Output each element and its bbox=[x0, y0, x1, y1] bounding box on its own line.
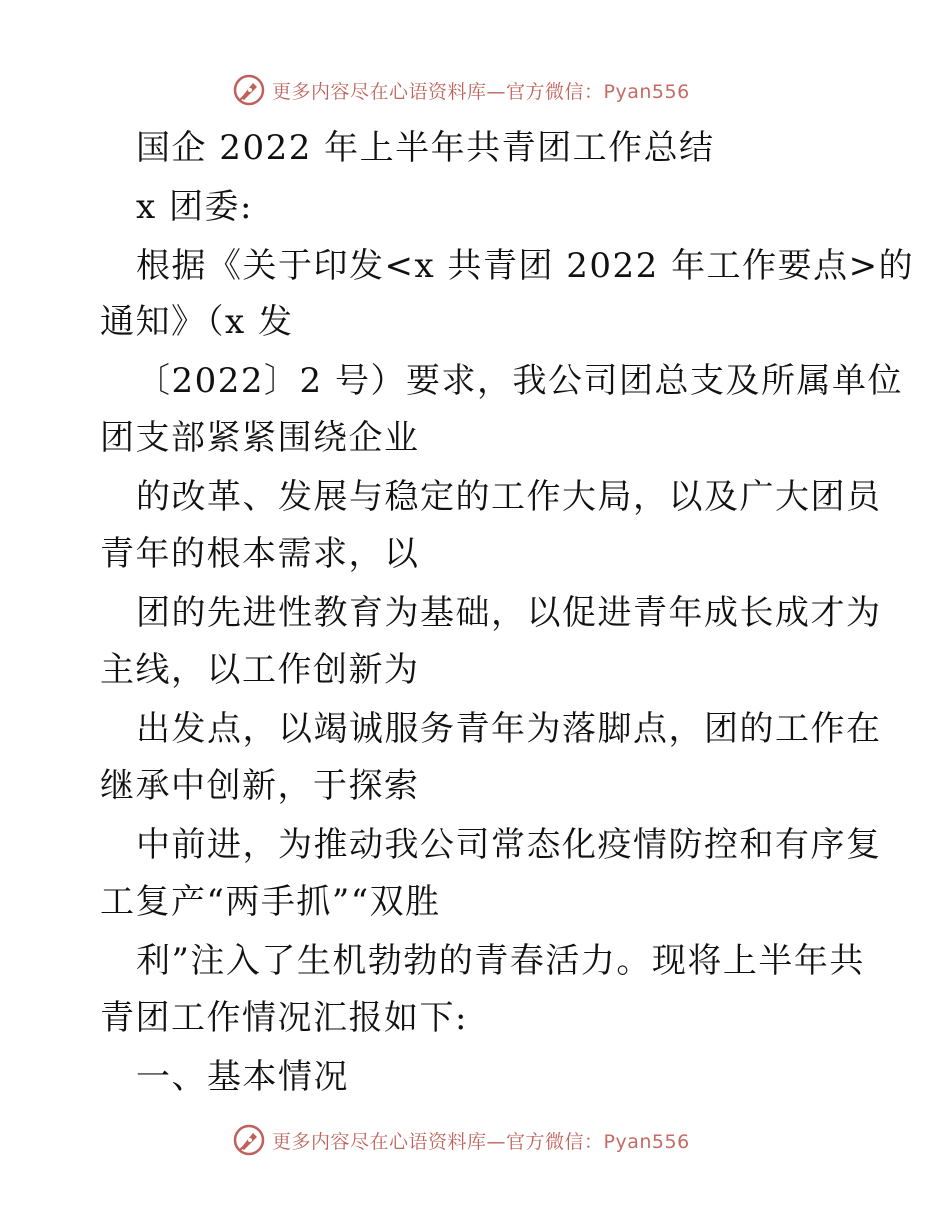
pen-nib-circle-icon bbox=[232, 73, 266, 107]
paragraph-line: 的改革、发展与稳定的工作大局，以及广大团员 bbox=[136, 477, 882, 517]
watermark-text: 更多内容尽在心语资料库—官方微信：Pyan556 bbox=[272, 1130, 690, 1153]
paragraph-line: 〔2022〕2 号）要求，我公司团总支及所属单位 bbox=[136, 361, 903, 401]
section-heading: 一、基本情况 bbox=[136, 1057, 349, 1097]
paragraph-line: 中前进，为推动我公司常态化疫情防控和有序复 bbox=[136, 825, 882, 865]
paragraph-line: 通知》（x 发 bbox=[100, 302, 294, 342]
document-title: 国企 2022 年上半年共青团工作总结 bbox=[136, 128, 715, 168]
watermark-handle: Pyan556 bbox=[603, 1130, 690, 1153]
paragraph-line: 继承中创新，于探索 bbox=[100, 766, 420, 806]
paragraph-line: 利”注入了生机勃勃的青春活力。现将上半年共 bbox=[136, 941, 865, 981]
pen-nib-circle-icon bbox=[232, 1123, 266, 1157]
paragraph-line: 团支部紧紧围绕企业 bbox=[100, 418, 420, 458]
paragraph-line: 青团工作情况汇报如下: bbox=[100, 998, 468, 1038]
header-watermark bbox=[232, 70, 690, 110]
paragraph-line: 主线，以工作创新为 bbox=[100, 650, 420, 690]
paragraph-line: 青年的根本需求，以 bbox=[100, 534, 420, 574]
paragraph-line: 根据《关于印发<x 共青团 2022 年工作要点>的 bbox=[136, 246, 915, 286]
watermark-text: 更多内容尽在心语资料库—官方微信：Pyan556 bbox=[272, 80, 690, 103]
watermark-handle: Pyan556 bbox=[603, 80, 690, 103]
paragraph-line: 出发点，以竭诚服务青年为落脚点，团的工作在 bbox=[136, 709, 882, 749]
salutation: x 团委: bbox=[136, 187, 253, 227]
paragraph-line: 团的先进性教育为基础，以促进青年成长成才为 bbox=[136, 593, 882, 633]
paragraph-line: 工复产“两手抓”“双胜 bbox=[100, 882, 441, 922]
footer-watermark bbox=[232, 1120, 690, 1160]
